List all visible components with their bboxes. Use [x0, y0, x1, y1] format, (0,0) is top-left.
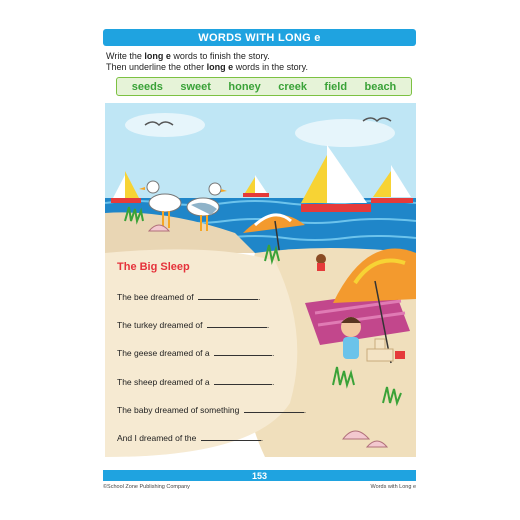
word-bank	[116, 77, 412, 96]
section-label: Words with Long e	[370, 484, 416, 490]
word-bank-word: field	[324, 80, 348, 93]
word-bank-word: beach	[364, 80, 397, 93]
instructions	[106, 51, 416, 73]
boy-swimming	[316, 254, 326, 271]
answer-blank-4[interactable]	[214, 376, 272, 385]
word-bank-word: honey	[228, 80, 261, 93]
story-title: The Big Sleep	[117, 261, 190, 273]
page-number-bar	[103, 470, 416, 481]
word-bank-word: seeds	[131, 80, 163, 93]
story-line-5: The baby dreamed of something .	[117, 405, 307, 415]
story-line-3: The geese dreamed of a .	[117, 348, 275, 358]
page-title-text: WORDS WITH LONG e	[198, 31, 321, 44]
word-bank-word: sweet	[180, 80, 211, 93]
copyright-text: ©School Zone Publishing Company	[103, 484, 190, 490]
story-line-2: The turkey dreamed of .	[117, 320, 270, 330]
instruction-line-2: Then underline the other long e words in the story.	[106, 62, 308, 72]
page-number: 153	[251, 470, 268, 481]
answer-blank-2[interactable]	[207, 319, 267, 328]
word-bank-word: creek	[278, 80, 307, 93]
answer-blank-6[interactable]	[201, 432, 261, 441]
answer-blank-5[interactable]	[244, 404, 304, 413]
answer-blank-3[interactable]	[214, 347, 272, 356]
answer-blank-1[interactable]	[198, 291, 258, 300]
story-line-6: And I dreamed of the .	[117, 433, 264, 443]
page-title	[103, 29, 416, 46]
instruction-line-1: Write the long e words to finish the story.	[106, 51, 270, 61]
story-line-4: The sheep dreamed of a .	[117, 377, 275, 387]
story-line-1: The bee dreamed of .	[117, 292, 261, 302]
